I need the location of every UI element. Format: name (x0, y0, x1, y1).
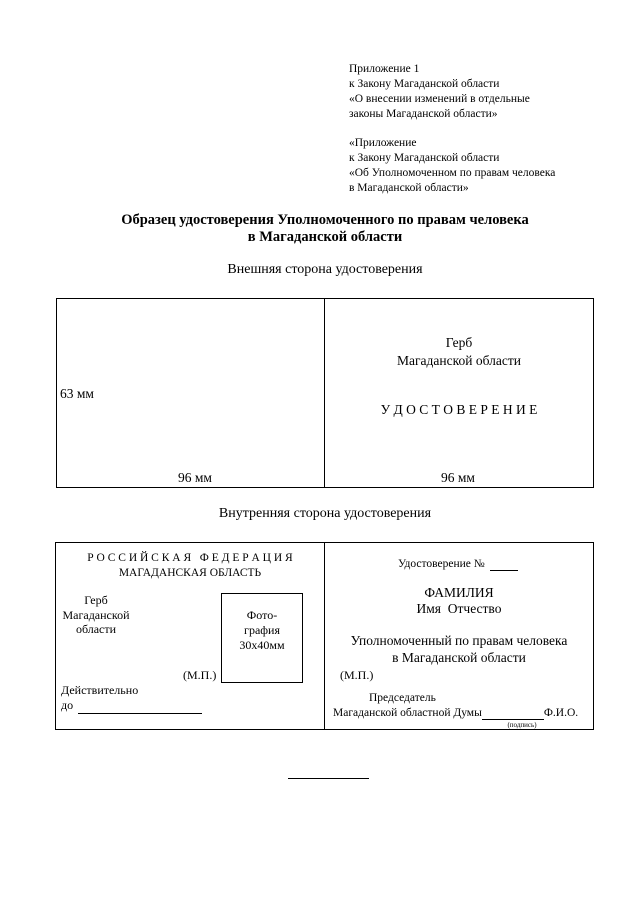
duma-name: Магаданской областной Думы (333, 707, 482, 719)
document-title (60, 212, 590, 246)
appendix-line: «Приложение (349, 137, 417, 149)
emblem-label: Магаданской области (397, 353, 521, 368)
outer-side-box (56, 298, 594, 488)
chairman-title: Председатель (369, 692, 436, 704)
emblem-placeholder-inner (56, 593, 136, 637)
signature-caption: (подпись) (507, 721, 537, 729)
photo-label: 30х40мм (239, 638, 285, 652)
emblem-label: Герб (84, 593, 108, 607)
appendix-line: к Закону Магаданской области (349, 152, 500, 164)
emblem-label: Герб (445, 335, 473, 350)
signature-blank (482, 707, 544, 720)
photo-caption (221, 608, 303, 653)
validity-until-label: до (61, 698, 74, 712)
title-line: Образец удостоверения Уполномоченного по правам человека (121, 212, 529, 228)
emblem-placeholder (325, 334, 593, 370)
validity-label: Действительно (61, 683, 139, 697)
left-width-dimension: 96 мм (178, 470, 212, 485)
emblem-label: области (75, 622, 117, 636)
certificate-word: У Д О С Т О В Е Р Е Н И Е (380, 402, 538, 417)
stamp-place-right: (М.П.) (340, 668, 374, 682)
inner-side-heading: Внутренняя сторона удостоверения (218, 506, 432, 521)
position-line: в Магаданской области (392, 650, 526, 665)
certificate-number-label: Удостоверение № (398, 558, 485, 570)
right-width-dimension: 96 мм (441, 470, 475, 485)
certificate-number (398, 558, 518, 571)
stamp-place-left: (М.П.) (183, 668, 217, 682)
appendix-line: «О внесении изменений в отдельные (349, 93, 530, 105)
country-name: Р О С С И Й С К А Я Ф Е Д Е Р А Ц И Я (87, 552, 293, 564)
validity-until (61, 698, 202, 714)
photo-label: графия (244, 623, 280, 637)
end-rule (288, 778, 369, 779)
emblem-label: Магаданской (62, 607, 130, 622)
chairman-fio: Ф.И.О. (543, 707, 579, 719)
holder-position (325, 632, 593, 666)
fold-divider (324, 298, 325, 488)
validity-date-blank (78, 698, 202, 714)
photo-label: Фото- (246, 608, 278, 622)
region-name: МАГАДАНСКАЯ ОБЛАСТЬ (118, 567, 262, 579)
appendix-line: в Магаданской области» (349, 182, 469, 194)
holder-name: Имя Отчество (416, 601, 502, 616)
certificate-number-blank (490, 558, 518, 571)
appendix-line: Приложение 1 (349, 63, 420, 75)
appendix-line: «Об Уполномоченном по правам человека (349, 167, 556, 179)
position-line: Уполномоченный по правам человека (350, 633, 568, 648)
appendix-line: законы Магаданской области» (349, 108, 498, 120)
outer-side-heading: Внешняя сторона удостоверения (227, 262, 423, 277)
appendix-reference (349, 62, 609, 196)
title-line: в Магаданской области (247, 229, 403, 245)
holder-surname: ФАМИЛИЯ (424, 585, 494, 600)
height-dimension: 63 мм (60, 386, 94, 401)
chairman-signature-line (333, 707, 578, 720)
appendix-line: к Закону Магаданской области (349, 78, 500, 90)
